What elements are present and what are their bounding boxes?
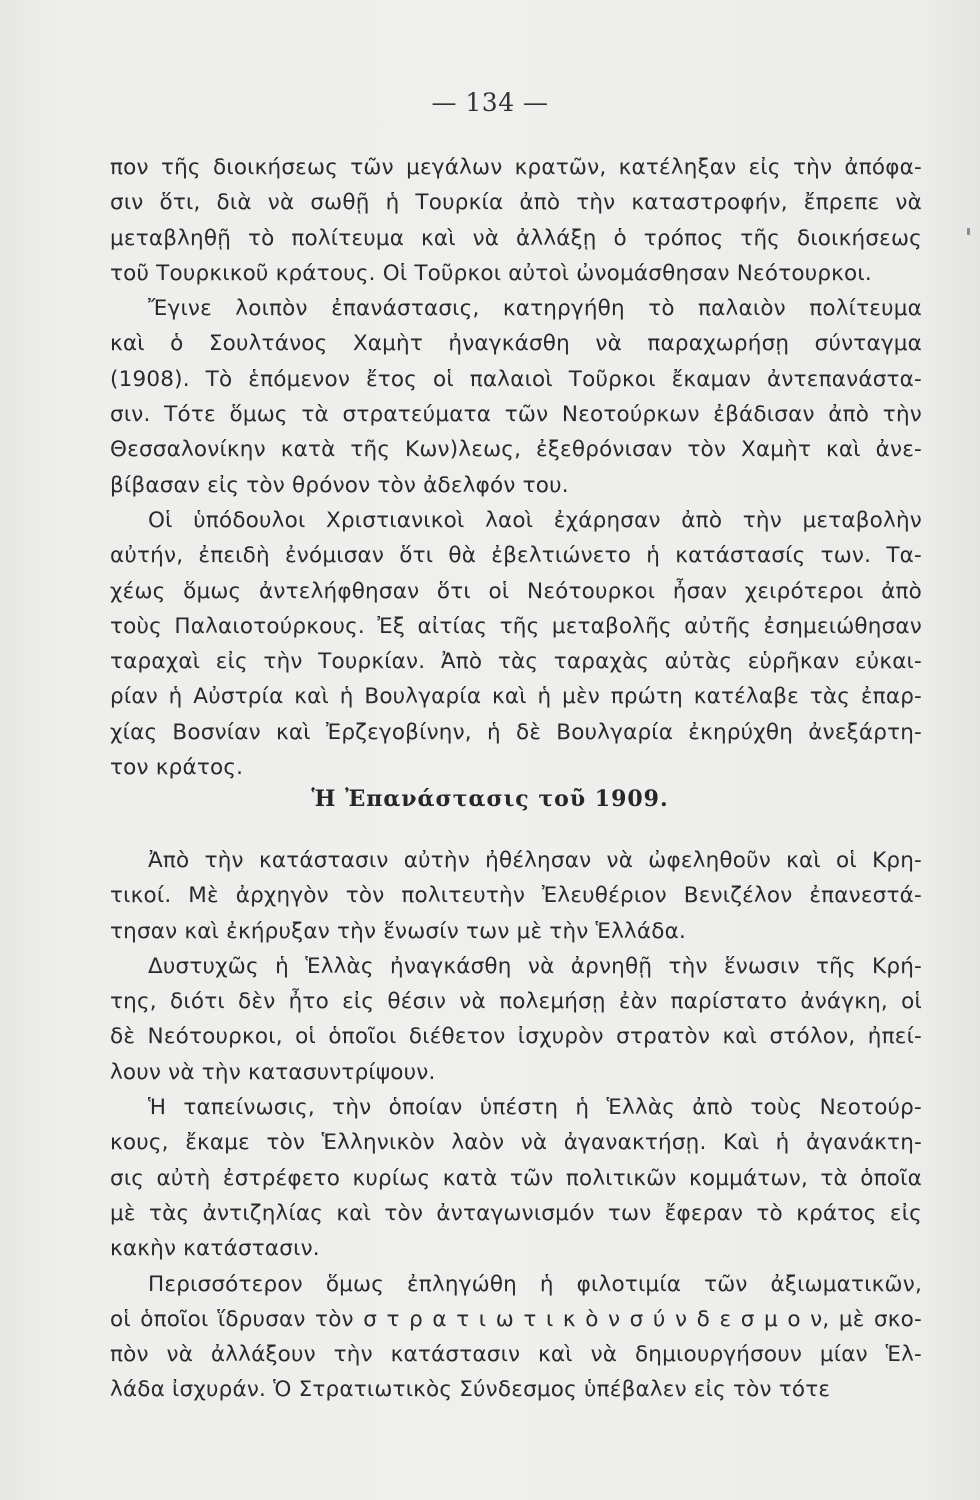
text-line: δὲ Νεότουρκοι, οἱ ὁποῖοι διέθετον ἰσχυρὸν στρατὸν καὶ στόλον, ἠπεί- (110, 1024, 922, 1050)
body-text-top (110, 150, 922, 785)
text-line: λάδα ἰσχυράν. Ὁ Στρατιωτικὸς Σύνδεσμος ὑπέβαλεν εἰς τὸν τότε (110, 1377, 831, 1403)
page-number: — 134 — (431, 88, 549, 117)
text-line: μεταβληθῇ τὸ πολίτευμα καὶ νὰ ἀλλάξῃ ὁ τρόπος τῆς διοικήσεως (110, 225, 922, 251)
text-line: σις αὐτὴ ἐστρέφετο κυρίως κατὰ τῶν πολιτικῶν κομμάτων, τὰ ὁποῖα (110, 1165, 922, 1191)
text-line: Περισσότερον ὅμως ἐπληγώθη ἡ φιλοτιμία τῶν ἀξιωματικῶν, (148, 1271, 922, 1297)
text-line: σιν. Τότε ὅμως τὰ στρατεύματα τῶν Νεοτούρκων ἐβάδισαν ἀπὸ τὴν (110, 402, 922, 428)
text-line: κακὴν κατάστασιν. (110, 1236, 320, 1262)
text-line: οἱ ὁποῖοι ἵδρυσαν τὸν σ τ ρ α τ ι ω τ ι κ ὸ ν σ ύ ν δ ε σ μ ο ν, μὲ σκο- (110, 1306, 922, 1332)
text-line: Θεσσαλονίκην κατὰ τῆς Κων)λεως, ἐξεθρόνισαν τὸν Χαμὴτ καὶ ἀνε- (110, 437, 922, 463)
text-line: καὶ ὁ Σουλτάνος Χαμὴτ ἠναγκάσθη νὰ παραχωρήσῃ σύνταγμα (110, 331, 922, 357)
text-line: τησαν καὶ ἐκήρυξαν τὴν ἕνωσίν των μὲ τὴν Ἑλλάδα. (110, 918, 686, 944)
text-line: αὐτήν, ἐπειδὴ ἐνόμισαν ὅτι θὰ ἐβελτιώνετο ἡ κατάστασίς των. Τα- (110, 543, 922, 569)
text-line: Ἡ ταπείνωσις, τὴν ὁποίαν ὑπέστη ἡ Ἑλλὰς ἀπὸ τοὺς Νεοτούρ- (148, 1095, 922, 1121)
text-line: ρίαν ἡ Αὐστρία καὶ ἡ Βουλγαρία καὶ ἡ μὲν πρώτη κατέλαβε τὰς ἐπαρ- (110, 684, 922, 710)
text-line: Ἔγινε λοιπὸν ἐπανάστασις, κατηργήθη τὸ παλαιὸν πολίτευμα (148, 296, 922, 322)
text-line: Ἀπὸ τὴν κατάστασιν αὐτὴν ἠθέλησαν νὰ ὠφεληθοῦν καὶ οἱ Κρη- (148, 848, 922, 873)
text-line: μὲ τὰς ἀντιζηλίας καὶ τὸν ἀνταγωνισμόν των ἔφεραν τὸ κράτος εἰς (110, 1200, 922, 1226)
text-line: τοῦ Τουρκικοῦ κράτους. Οἱ Τοῦρκοι αὐτοὶ ὠνομάσθησαν Νεότουρκοι. (110, 260, 872, 286)
text-line: τοὺς Παλαιοτούρκους. Ἐξ αἰτίας τῆς μεταβολῆς αὐτῆς ἐσημειώθησαν (110, 613, 922, 639)
text-line: πὸν νὰ ἀλλάξουν τὴν κατάστασιν καὶ νὰ δημιουργήσουν μίαν Ἑλ- (110, 1342, 922, 1368)
text-line: λουν νὰ τὴν κατασυντρίψουν. (110, 1059, 436, 1085)
text-line: τικοί. Μὲ ἀρχηγὸν τὸν πολιτευτὴν Ἐλευθέριον Βενιζέλον ἐπανεστά- (110, 883, 922, 909)
text-line: σιν ὅτι, διὰ νὰ σωθῇ ἡ Τουρκία ἀπὸ τὴν καταστροφήν, ἔπρεπε νὰ (110, 190, 922, 216)
text-line: βίβασαν εἰς τὸν θρόνον τὸν ἀδελφόν του. (110, 472, 569, 498)
text-line: (1908). Τὸ ἑπόμενον ἔτος οἱ παλαιοὶ Τοῦρκοι ἔκαμαν ἀντεπανάστα- (110, 366, 922, 392)
section-heading: Ἡ Ἐπανάστασις τοῦ 1909. (311, 786, 669, 812)
text-line: πον τῆς διοικήσεως τῶν μεγάλων κρατῶν, κατέληξαν εἰς τὴν ἀπόφα- (110, 155, 922, 180)
text-line: κους, ἔκαμε τὸν Ἑλληνικὸν λαὸν νὰ ἀγανακτήσῃ. Καὶ ἡ ἀγανάκτη- (110, 1130, 922, 1156)
margin-speck (967, 228, 970, 235)
text-line: χέως ὅμως ἀντελήφθησαν ὅτι οἱ Νεότουρκοι ἦσαν χειρότεροι ἀπὸ (110, 578, 922, 604)
text-line: της, διότι δὲν ἦτο εἰς θέσιν νὰ πολεμήσῃ ἐὰν παρίστατο ἀνάγκη, οἱ (110, 989, 922, 1015)
text-line: τον κράτος. (110, 755, 244, 781)
text-line: ταραχαὶ εἰς τὴν Τουρκίαν. Ἀπὸ τὰς ταραχὰς αὐτὰς εὑρῆκαν εὐκαι- (110, 649, 922, 675)
body-text-bottom (110, 843, 922, 1408)
text-line: χίας Βοσνίαν καὶ Ἐρζεγοβίνην, ἡ δὲ Βουλγαρία ἐκηρύχθη ἀνεξάρτη- (110, 719, 922, 745)
text-line: Οἱ ὑπόδουλοι Χριστιανικοὶ λαοὶ ἐχάρησαν ἀπὸ τὴν μεταβολὴν (148, 507, 922, 533)
text-line: Δυστυχῶς ἡ Ἑλλὰς ἠναγκάσθη νὰ ἀρνηθῇ τὴν ἕνωσιν τῆς Κρή- (148, 953, 922, 979)
